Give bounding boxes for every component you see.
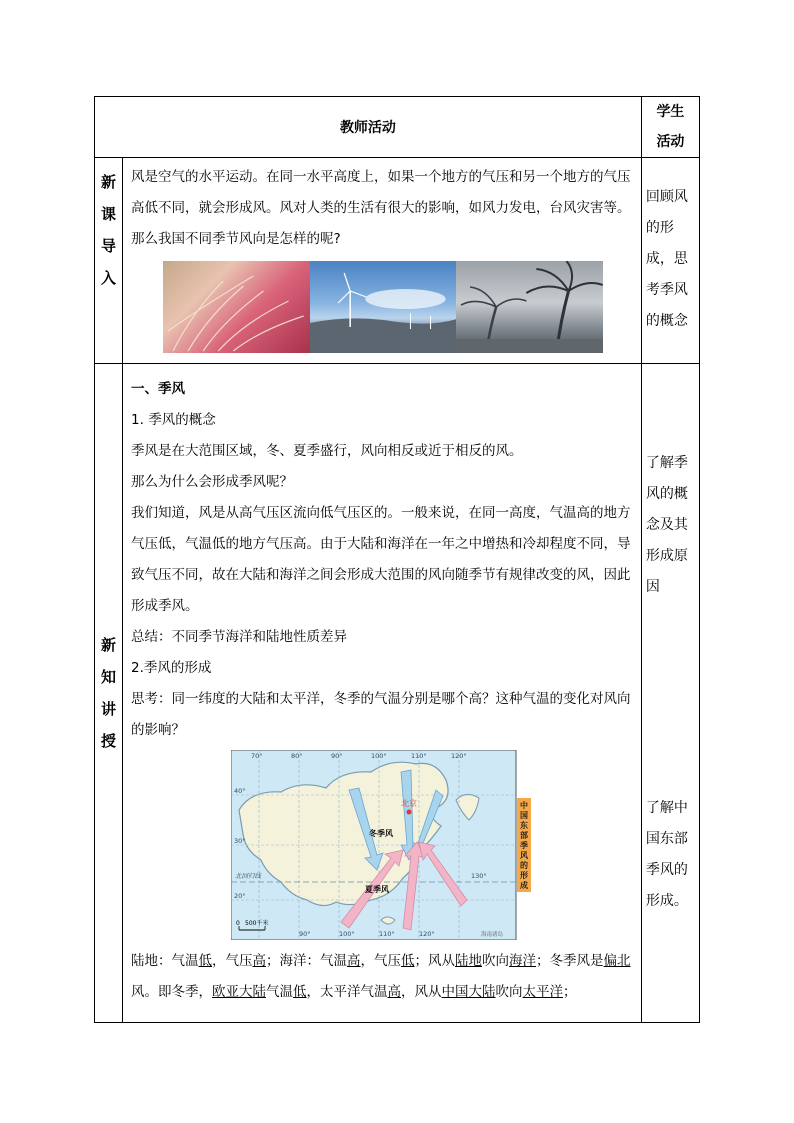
wind-turbine-photo (310, 261, 457, 353)
intro-row (95, 158, 700, 364)
svg-text:100°: 100° (339, 930, 355, 938)
final-paragraph: 陆地：气温低，气压高；海洋：气温高，气压低；风从陆地吹向海洋；冬季风是偏北风。即冬季，欧亚大陆气温低，太平洋气温高，风从中国大陆吹向太平洋； (131, 953, 631, 1000)
knowledge-content (123, 364, 642, 1023)
svg-text:120°: 120° (451, 752, 467, 760)
header-row (95, 97, 700, 158)
svg-text:100°: 100° (371, 752, 387, 760)
intro-student-activity: 回顾风的形成，思考季风的概念 (641, 158, 699, 364)
svg-text:500千米: 500千米 (245, 920, 269, 927)
knowledge-label: 新 知 讲 授 (95, 364, 123, 1023)
explanation-paragraph: 我们知道，风是从高气压区流向低气压区的。一般来说，在同一高度，气温高的地方气压低，气温低的地方气压高。由于大陆和海洋在一年之中增热和冷却程度不同，导致气压不同，故在大陆和海洋之间会形成大范围的风向随季节有规律改变的风，因此形成季风。 (131, 505, 631, 614)
thinking-question: 思考：同一纬度的大陆和太平洋，冬季的气温分别是哪个高？这种气温的变化对风向的影响？ (131, 691, 631, 738)
wind-grass-photo (163, 261, 310, 353)
svg-text:80°: 80° (291, 752, 303, 760)
question-why: 那么为什么会形成季风呢？ (131, 474, 294, 490)
summary-line: 总结：不同季节海洋和陆地性质差异 (131, 629, 348, 645)
teacher-activity-header (95, 97, 642, 158)
teacher-activity-title: 教师活动 (339, 120, 396, 136)
winter-monsoon-label: 冬季风 (369, 829, 394, 838)
student-activity-header (641, 97, 699, 158)
intro-photo-strip (163, 261, 603, 353)
svg-text:130°: 130° (471, 872, 487, 880)
china-monsoon-map (231, 750, 531, 940)
map-inset-label: 海南诸岛 (481, 932, 504, 938)
svg-text:110°: 110° (411, 752, 427, 760)
typhoon-palm-photo (456, 261, 603, 353)
student-note-formation: 了解中国东部季风的形成。 (645, 800, 688, 909)
svg-text:70°: 70° (251, 752, 263, 760)
svg-text:120°: 120° (419, 930, 435, 938)
knowledge-row (95, 364, 700, 1023)
intro-text: 风是空气的水平运动。在同一水平高度上，如果一个地方的气压和另一个地方的气压高低不同，就会形成风。风对人类的生活有很大的影响，如风力发电，台风灾害等。那么我国不同季节风向是怎样的呢? (131, 169, 631, 247)
svg-text:30°: 30° (234, 837, 246, 845)
svg-text:20°: 20° (234, 892, 246, 900)
svg-text:90°: 90° (331, 752, 343, 760)
section-heading: 一、季风 (131, 381, 186, 397)
lesson-plan-table (94, 96, 700, 1023)
svg-text:90°: 90° (299, 930, 311, 938)
subheading-formation: 2.季风的形成 (131, 660, 212, 676)
beijing-marker (407, 810, 412, 815)
map-side-title: 中国东部季风的形成 (520, 801, 529, 890)
intro-label: 新 课 导 入 (95, 158, 123, 364)
subheading-concept: 1. 季风的概念 (131, 412, 216, 428)
knowledge-student-activity (641, 364, 699, 1023)
beijing-label: 北京 (401, 799, 418, 808)
intro-content (123, 158, 642, 364)
student-activity-title-line2: 活动 (656, 134, 685, 150)
svg-text:40°: 40° (234, 787, 246, 795)
student-note-concept: 了解季风的概念及其形成原因 (645, 455, 688, 595)
tropic-label: 北回归线 (235, 872, 262, 880)
svg-text:110°: 110° (379, 930, 395, 938)
svg-text:0: 0 (236, 920, 240, 927)
monsoon-definition: 季风是在大范围区域，冬、夏季盛行，风向相反或近于相反的风。 (131, 443, 523, 459)
student-activity-title-line1: 学生 (656, 104, 685, 120)
summer-monsoon-label: 夏季风 (365, 885, 390, 894)
